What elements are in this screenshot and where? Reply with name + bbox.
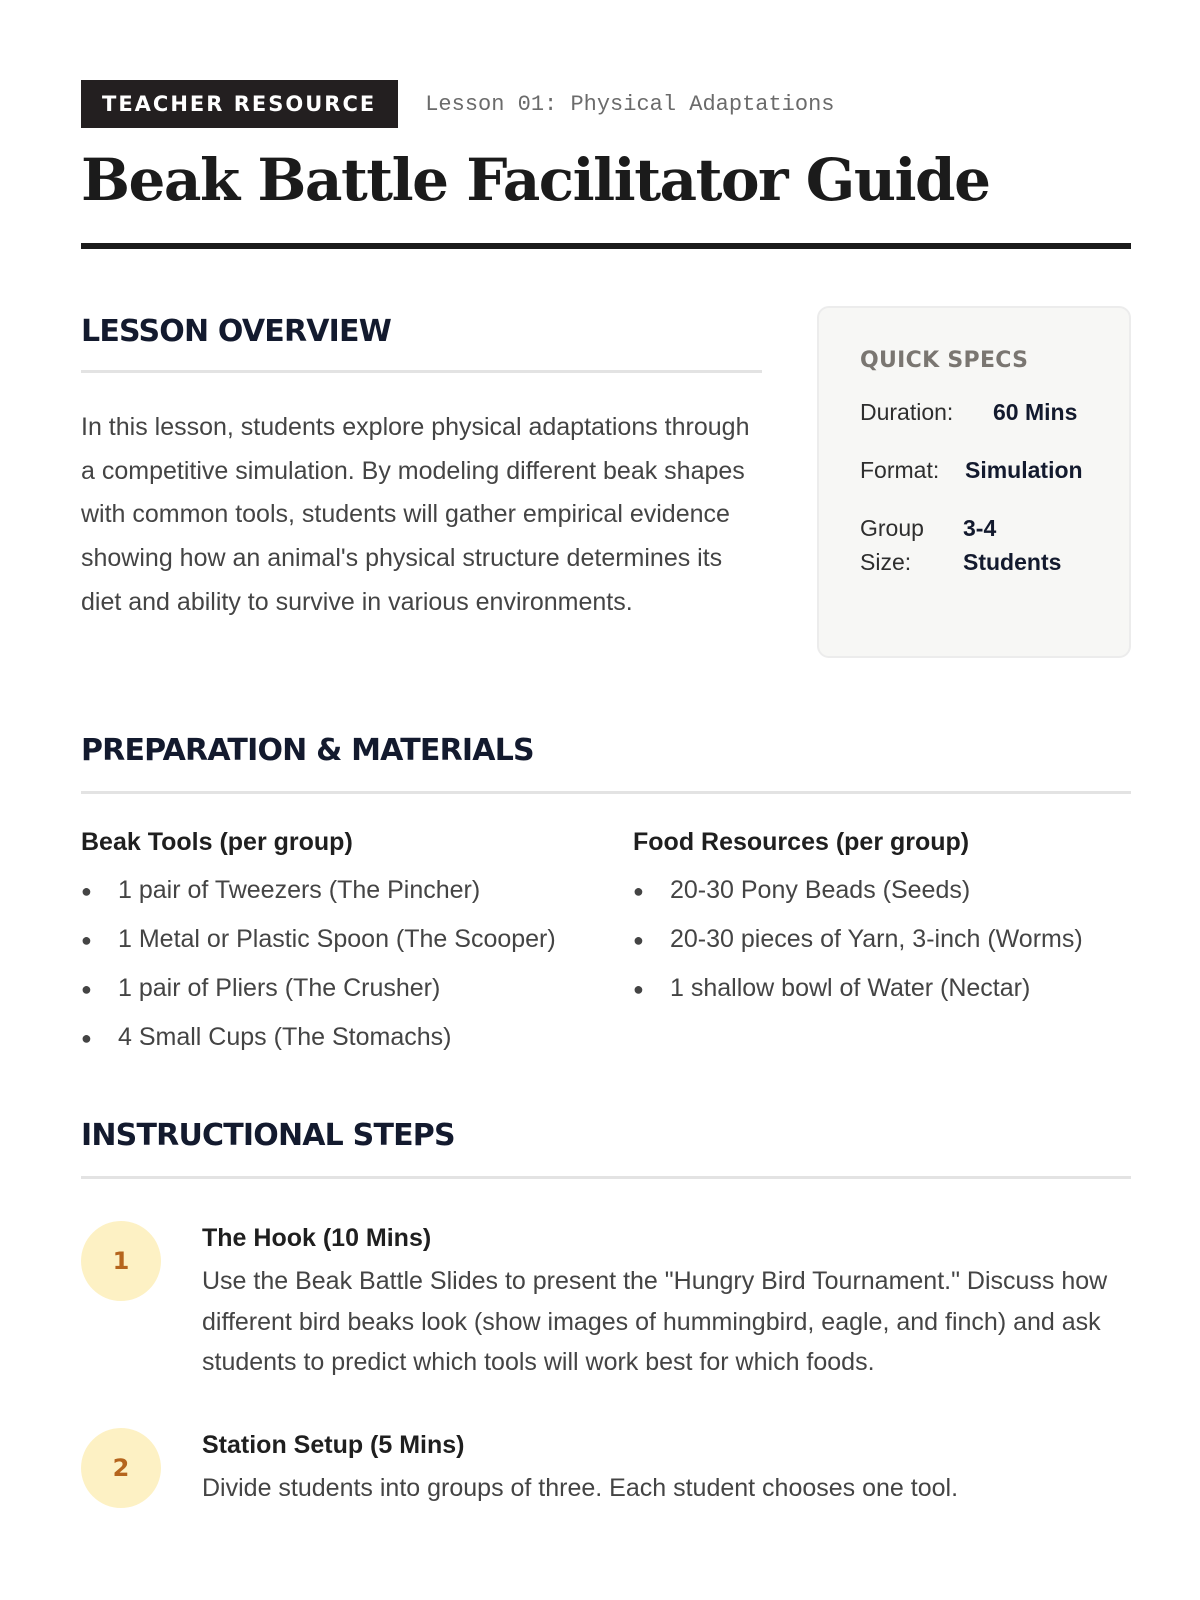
- list-item: ● 20-30 pieces of Yarn, 3-inch (Worms): [633, 919, 1131, 960]
- step-text: Divide students into groups of three. Each student chooses one tool.: [202, 1473, 959, 1502]
- beak-tools-title: Beak Tools (per group): [81, 828, 353, 856]
- step-number-badge: 2: [81, 1428, 161, 1508]
- spec-value: 60 Mins: [993, 399, 1078, 425]
- steps-heading: INSTRUCTIONAL STEPS: [81, 1118, 455, 1153]
- materials-columns: [81, 822, 1131, 1066]
- step-item: [81, 1219, 1131, 1383]
- bullet-icon: ●: [633, 881, 644, 901]
- list-item: ● 1 pair of Pliers (The Crusher): [81, 968, 633, 1009]
- spec-label: Format:: [860, 457, 940, 483]
- list-item: ● 4 Small Cups (The Stomachs): [81, 1017, 633, 1058]
- quick-specs-card: [817, 306, 1131, 658]
- step-number-badge: 1: [81, 1221, 161, 1301]
- food-resources-list: [633, 870, 1131, 1009]
- overview-text: In this lesson, students explore physical adaptations through a competitive simulation. By modeling different beak shapes with common tools, students will gather empirical evidence showing how an animal's physical structure determines its diet and ability to survive in various environments.: [81, 413, 750, 616]
- spec-value: Simulation: [965, 457, 1083, 483]
- step-title: Station Setup (5 Mins): [202, 1430, 465, 1459]
- bullet-icon: ●: [81, 881, 92, 901]
- spec-row-duration: [860, 395, 1129, 429]
- quick-specs-title: QUICK SPECS: [860, 348, 1029, 373]
- list-item: ● 1 shallow bowl of Water (Nectar): [633, 968, 1131, 1009]
- steps-divider: [81, 1176, 1131, 1179]
- header-kicker: [81, 80, 1131, 128]
- bullet-icon: ●: [81, 1028, 92, 1048]
- list-item: ● 1 pair of Tweezers (The Pincher): [81, 870, 633, 911]
- step-text: Use the Beak Battle Slides to present the "Hungry Bird Tournament." Discuss how different bird beaks look (show images of hummingbird, eagle, and finch) and ask students to predict which tools will work best for which foods.: [202, 1267, 1108, 1376]
- spec-value: 3-4 Students: [963, 515, 1062, 575]
- lesson-reference: Lesson 01: Physical Adaptations: [425, 91, 835, 117]
- beak-tools-column: [81, 822, 633, 1066]
- bullet-icon: ●: [633, 930, 644, 950]
- overview-main: [81, 306, 762, 658]
- bullet-icon: ●: [81, 979, 92, 999]
- overview-heading: LESSON OVERVIEW: [81, 314, 392, 349]
- lesson-overview-section: [81, 306, 1131, 658]
- spec-row-group-size: [860, 511, 1129, 579]
- spec-row-format: [860, 453, 1129, 487]
- spec-label: Duration:: [860, 399, 954, 425]
- instructional-steps-section: [81, 1116, 1131, 1508]
- step-title: The Hook (10 Mins): [202, 1224, 432, 1252]
- teacher-resource-badge: TEACHER RESOURCE: [81, 80, 398, 128]
- beak-tools-list: [81, 870, 633, 1058]
- food-resources-title: Food Resources (per group): [633, 828, 970, 856]
- list-item: ● 1 Metal or Plastic Spoon (The Scooper): [81, 919, 633, 960]
- title-divider: [81, 243, 1131, 249]
- materials-divider: [81, 791, 1131, 794]
- facilitator-guide-page: [81, 80, 1131, 1508]
- list-item: ● 20-30 Pony Beads (Seeds): [633, 870, 1131, 911]
- step-item: [81, 1426, 1131, 1509]
- bullet-icon: ●: [633, 979, 644, 999]
- step-body: [202, 1426, 1130, 1509]
- bullet-icon: ●: [81, 930, 92, 950]
- overview-divider: [81, 370, 762, 373]
- materials-heading: PREPARATION & MATERIALS: [81, 733, 534, 768]
- page-title: Beak Battle Facilitator Guide: [81, 146, 990, 214]
- spec-label: Group Size:: [860, 515, 924, 575]
- step-body: [202, 1219, 1130, 1383]
- preparation-materials-section: [81, 731, 1131, 1066]
- food-resources-column: [633, 822, 1131, 1066]
